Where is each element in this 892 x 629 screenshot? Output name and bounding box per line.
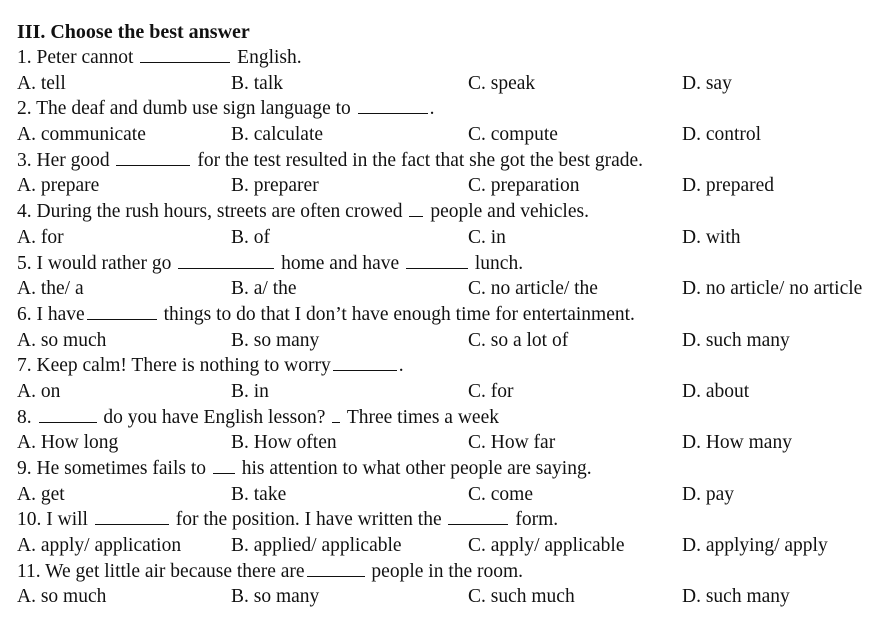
options-row-2	[17, 122, 887, 148]
question-text: 6. I have	[17, 303, 85, 325]
option-c: C. preparation	[468, 175, 580, 197]
question-text: 8.	[17, 406, 32, 428]
option-a: A. How long	[17, 432, 119, 454]
question-text: lunch.	[474, 252, 524, 274]
option-d: D. about	[682, 380, 750, 402]
option-c: C. How far	[468, 432, 556, 454]
question-text: .	[429, 98, 435, 120]
option-d: D. applying/ apply	[682, 535, 828, 557]
option-b: B. calculate	[231, 124, 324, 146]
exercise-page	[17, 20, 887, 610]
options-row-5	[17, 276, 887, 302]
question-4	[17, 199, 887, 225]
option-a: A. get	[17, 483, 65, 505]
question-5	[17, 251, 887, 277]
answer-blank	[140, 45, 230, 63]
question-text: people in the room.	[371, 560, 524, 582]
option-b: B. so many	[231, 329, 320, 351]
options-row-10	[17, 533, 887, 559]
option-a: A. tell	[17, 72, 66, 94]
question-9	[17, 456, 887, 482]
option-d: D. with	[682, 226, 741, 248]
answer-blank	[448, 507, 508, 525]
question-text: 3. Her good	[17, 149, 110, 171]
option-a: A. prepare	[17, 175, 100, 197]
option-b: B. so many	[231, 586, 320, 608]
question-text: 1. Peter cannot	[17, 47, 134, 68]
options-row-7	[17, 379, 887, 405]
options-row-9	[17, 482, 887, 508]
options-row-8	[17, 430, 887, 456]
question-text: for the test resulted in the fact that she got the best grade.	[197, 149, 644, 171]
option-a: A. so much	[17, 586, 107, 608]
question-text: 4. During the rush hours, streets are often crowed	[17, 201, 403, 223]
answer-blank	[358, 96, 428, 114]
option-c: C. compute	[468, 124, 558, 146]
question-text: 9. He sometimes fails to	[17, 458, 207, 479]
option-c: C. in	[468, 226, 506, 248]
option-b: B. preparer	[231, 175, 319, 197]
option-d: D. prepared	[682, 175, 775, 197]
options-row-11	[17, 584, 887, 610]
question-10	[17, 507, 887, 533]
option-c: C. such much	[468, 586, 575, 608]
answer-blank	[87, 302, 157, 320]
answer-blank	[307, 559, 365, 577]
question-3	[17, 148, 887, 174]
question-text: 5. I would rather go	[17, 252, 172, 274]
options-row-1	[17, 71, 887, 97]
option-c: C. no article/ the	[468, 278, 598, 300]
question-text: form.	[515, 509, 559, 531]
option-b: B. take	[231, 483, 287, 505]
option-d: D. pay	[682, 483, 734, 505]
option-b: B. applied/ applicable	[231, 535, 402, 557]
question-6	[17, 302, 887, 328]
option-b: B. in	[231, 380, 269, 402]
question-text: Three times a week	[346, 406, 499, 428]
question-text: people and vehicles.	[430, 201, 589, 223]
option-d: D. control	[682, 124, 762, 146]
option-a: A. on	[17, 380, 61, 402]
option-c: C. so a lot of	[468, 329, 569, 351]
question-8	[17, 405, 887, 431]
question-text: his attention to what other people are saying.	[241, 458, 592, 479]
answer-blank	[333, 353, 397, 371]
option-a: A. so much	[17, 329, 107, 351]
option-a: A. apply/ application	[17, 535, 182, 557]
question-text: English.	[237, 47, 302, 68]
answer-blank	[95, 507, 169, 525]
option-b: B. How often	[231, 432, 337, 454]
answer-blank	[178, 251, 274, 269]
question-text: for the position. I have written the	[175, 509, 442, 531]
option-d: D. say	[682, 72, 732, 94]
question-text: do you have English lesson?	[103, 406, 326, 428]
answer-blank	[332, 405, 340, 423]
question-text: 11. We get little air because there are	[17, 560, 305, 582]
option-c: C. apply/ applicable	[468, 535, 625, 557]
question-1	[17, 45, 887, 71]
option-b: B. talk	[231, 72, 283, 94]
option-c: C. speak	[468, 72, 536, 94]
option-d: D. no article/ no article	[682, 278, 863, 300]
question-text: things to do that I don’t have enough time for entertainment.	[163, 303, 635, 325]
answer-blank	[409, 199, 423, 217]
option-b: B. of	[231, 226, 270, 248]
question-text: .	[398, 355, 404, 377]
answer-blank	[39, 405, 97, 423]
question-text: 2. The deaf and dumb use sign language to	[17, 98, 351, 120]
option-a: A. communicate	[17, 124, 146, 146]
options-row-3	[17, 173, 887, 199]
question-2	[17, 96, 887, 122]
question-text: 10. I will	[17, 509, 88, 531]
option-d: D. How many	[682, 432, 792, 454]
question-11	[17, 559, 887, 585]
question-text: home and have	[281, 252, 400, 274]
option-b: B. a/ the	[231, 278, 297, 300]
question-text: 7. Keep calm! There is nothing to worry	[17, 355, 331, 377]
option-a: A. for	[17, 226, 64, 248]
options-row-4	[17, 225, 887, 251]
answer-blank	[116, 148, 190, 166]
option-d: D. such many	[682, 586, 790, 608]
options-row-6	[17, 328, 887, 354]
option-c: C. for	[468, 380, 514, 402]
question-7	[17, 353, 887, 379]
section-heading: III. Choose the best answer	[17, 21, 250, 43]
option-a: A. the/ a	[17, 278, 84, 300]
answer-blank	[213, 456, 235, 474]
answer-blank	[406, 251, 468, 269]
option-d: D. such many	[682, 329, 790, 351]
option-c: C. come	[468, 483, 533, 505]
